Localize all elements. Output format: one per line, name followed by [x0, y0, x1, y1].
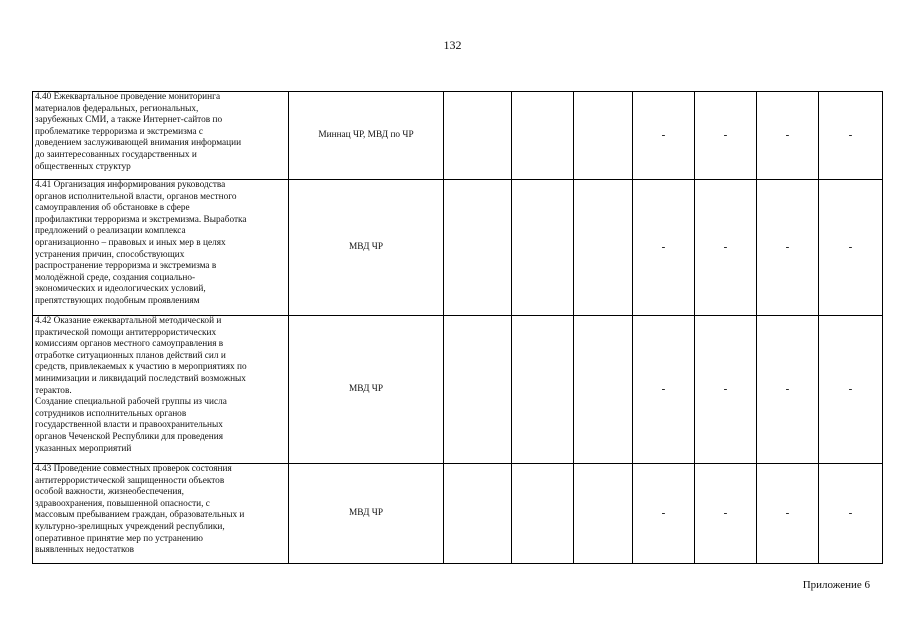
value-cell: -: [757, 316, 819, 464]
measure-description: [33, 180, 289, 316]
value-cell: -: [633, 316, 695, 464]
empty-cell: [512, 464, 574, 564]
measure-line: устранения причин, способствующих: [35, 249, 185, 260]
empty-cell: [444, 316, 512, 464]
measure-line: самоуправления об обстановке в сфере: [35, 203, 190, 214]
measure-line: препятствующих подобным проявлениям: [35, 295, 200, 306]
measure-line: 4.42 Оказание ежеквартальной методической и: [35, 316, 222, 326]
measure-line: особой важности, жизнеобеспечения,: [35, 487, 184, 498]
measure-line: указанных мероприятий: [35, 443, 132, 454]
value-cell: -: [819, 316, 883, 464]
table-row: [33, 180, 883, 316]
measure-line: выявленных недостатков: [35, 545, 135, 556]
value-cell: -: [695, 464, 757, 564]
measure-line: профилактики терроризма и экстремизма. Выработка: [35, 214, 247, 225]
measure-line: сотрудников исполнительных органов: [35, 408, 187, 419]
value-cell: -: [633, 180, 695, 316]
measure-line: молодёжной среде, создания социально-: [35, 272, 196, 283]
measure-line: терактов.: [35, 385, 72, 396]
value-cell: -: [757, 92, 819, 180]
measure-description: [33, 316, 289, 464]
measure-line: государственной власти и правоохранительных: [35, 420, 223, 431]
value-cell: -: [633, 92, 695, 180]
measure-line: 4.40 Ежеквартальное проведение мониторинга: [35, 92, 221, 102]
measure-line: здравоохранения, повышенной опасности, с: [35, 498, 210, 509]
measure-line: доведением заслуживающей внимания информации: [35, 138, 242, 149]
measure-line: общественных структур: [35, 161, 131, 172]
value-cell: -: [695, 316, 757, 464]
page-number: 132: [443, 38, 462, 52]
value-cell: -: [695, 180, 757, 316]
value-cell: -: [633, 464, 695, 564]
measure-line: комиссиям органов местного самоуправления в: [35, 339, 224, 350]
empty-cell: [512, 92, 574, 180]
measure-line: организационно – правовых и иных мер в целях: [35, 237, 226, 248]
value-cell: -: [757, 180, 819, 316]
measure-line: до заинтересованных государственных и: [35, 149, 197, 160]
empty-cell: [574, 92, 633, 180]
measure-line: экономических и идеологических условий,: [35, 284, 206, 295]
empty-cell: [512, 180, 574, 316]
empty-cell: [444, 92, 512, 180]
table-row: [33, 92, 883, 180]
measure-line: антитеррористической защищенности объектов: [35, 475, 225, 486]
empty-cell: [574, 180, 633, 316]
responsible-cell: МВД ЧР: [289, 316, 444, 464]
measure-line: проблематике терроризма и экстремизма с: [35, 126, 204, 137]
value-cell: -: [757, 464, 819, 564]
empty-cell: [574, 316, 633, 464]
value-cell: -: [695, 92, 757, 180]
empty-cell: [444, 464, 512, 564]
measure-line: практической помощи антитеррористических: [35, 327, 217, 338]
table-row: [33, 464, 883, 564]
responsible-cell: Миннац ЧР, МВД по ЧР: [289, 92, 444, 180]
measure-line: 4.43 Проведение совместных проверок состояния: [35, 464, 232, 474]
measure-line: минимизации и ликвидаций последствий возможных: [35, 373, 246, 384]
measure-line: массовым пребыванием граждан, образовательных и: [35, 510, 245, 521]
value-cell: -: [819, 92, 883, 180]
measures-table: [32, 91, 883, 564]
value-cell: -: [819, 464, 883, 564]
empty-cell: [444, 180, 512, 316]
measure-line: культурно-зрелищных учреждений республики,: [35, 521, 225, 532]
measure-line: распространение терроризма и экстремизма в: [35, 261, 217, 272]
responsible-cell: МВД ЧР: [289, 180, 444, 316]
measure-line: оперативное принятие мер по устранению: [35, 533, 203, 544]
value-cell: -: [819, 180, 883, 316]
measure-line: органов Чеченской Республики для проведения: [35, 431, 224, 442]
measure-line: материалов федеральных, региональных,: [35, 103, 199, 114]
empty-cell: [574, 464, 633, 564]
empty-cell: [512, 316, 574, 464]
measure-line: предложений о реализации комплекса: [35, 226, 186, 237]
measure-line: 4.41 Организация информирования руководства: [35, 180, 226, 190]
measure-line: Создание специальной рабочей группы из числа: [35, 397, 227, 408]
measure-line: средств, привлекаемых к участию в мероприятиях по: [35, 362, 247, 373]
measure-line: зарубежных СМИ, а также Интернет-сайтов по: [35, 115, 223, 126]
measure-line: отработке ситуационных планов действий сил и: [35, 350, 226, 361]
table-row: [33, 316, 883, 464]
measure-line: органов исполнительной власти, органов местного: [35, 191, 237, 202]
measure-description: [33, 464, 289, 564]
appendix-label: Приложение 6: [802, 579, 870, 591]
measure-description: [33, 92, 289, 180]
responsible-cell: МВД ЧР: [289, 464, 444, 564]
